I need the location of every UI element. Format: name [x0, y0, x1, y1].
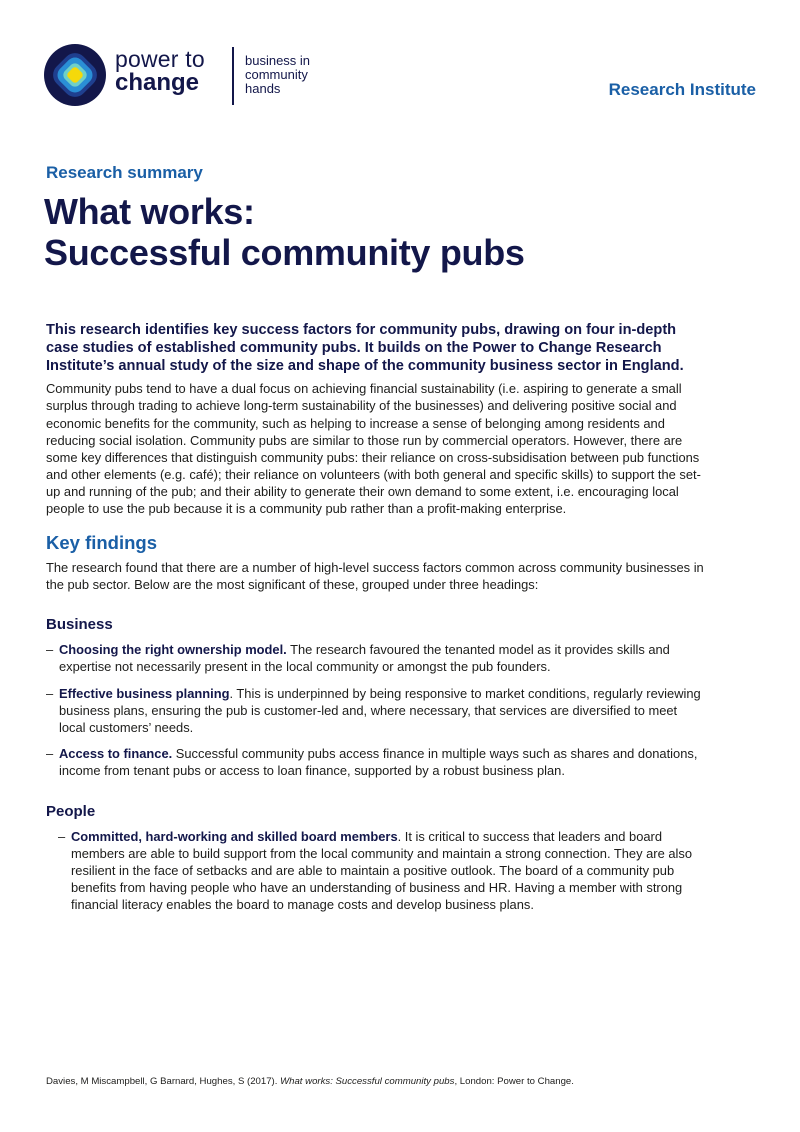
- key-findings-heading: Key findings: [46, 532, 158, 554]
- title-line-1: What works:: [44, 191, 255, 232]
- people-heading: People: [46, 802, 96, 820]
- citation-publisher: , London: Power to Change.: [454, 1076, 574, 1087]
- power-to-change-logo-icon: [44, 44, 106, 106]
- list-item-text: The research favoured the tenanted model as it provides skills and expertise not necessarily present in the local community or amongst the pub founders.: [59, 642, 670, 675]
- list-item-text: . It is critical to success that leaders and board members are able to build support from the local community and maintain a strong connection. They are also resilient in the face of setbacks and are able to maintain a positive outlook. The board of a community pub benefits from having people who have an understanding of business and HR. Having a member with strong financial literacy enables the board to manage costs and develop business plans.: [71, 828, 692, 913]
- dash-bullet: –: [46, 745, 54, 761]
- dash-bullet: –: [46, 642, 54, 658]
- brand-line-2: change: [115, 69, 200, 96]
- tagline-line: hands: [245, 81, 281, 96]
- brand-tagline: [245, 54, 310, 96]
- brand-wordmark: [115, 48, 205, 95]
- list-item-bold: Committed, hard-working and skilled board members: [71, 828, 398, 844]
- citation-authors: Davies, M Miscampbell, G Barnard, Hughes, S (2017).: [46, 1076, 281, 1087]
- list-item-text: Successful community pubs access finance in multiple ways such as shares and donations, income from tenant pubs or access to loan finance, supported by a robust business plan.: [59, 745, 698, 778]
- dash-bullet: –: [58, 828, 66, 844]
- title-line-2: Successful community pubs: [44, 232, 525, 273]
- tagline-line: business in: [245, 53, 311, 68]
- list-item-bold: Effective business planning: [59, 685, 230, 701]
- intro-paragraph: This research identifies key success factors for community pubs, drawing on four in-depth case studies of established community pubs. It builds on the Power to Change Research Institute’s annual study of the size and shape of the community business sector in England.: [46, 322, 684, 374]
- document-title: [44, 191, 525, 273]
- key-findings-lead: The research found that there are a number of high-level success factors common across community businesses in the pub sector. Below are the most significant of these, grouped under three headings:: [46, 560, 704, 593]
- header-divider: [232, 47, 234, 105]
- list-item: [58, 828, 706, 913]
- dash-bullet: –: [46, 685, 54, 701]
- body-paragraph: Community pubs tend to have a dual focus on achieving financial sustainability (i.e. aspiring to generate a small surplus through trading to achieve long-term sustainability of the businesses) and delivering positive social and economic benefits for the community, such as helping to increase a sense of belonging among residents and reducing social isolation. Community pubs are similar to those run by commercial operators. However, there are some key differences that distinguish community pubs: their reliance on cross-subsidisation between pub functions and other elements (e.g. café); their reliance on volunteers (with both general and specific skills) to support the set-up and running of the pub; and their ability to generate their own demand to some extent, i.e. encouraging local people to use the pub because it is a community pub rather than a profit-making enterprise.: [46, 381, 701, 517]
- list-item-text: . This is underpinned by being responsive to market conditions, regularly reviewing business plans, ensuring the pub is customer-led and, where necessary, that services are diversified to meet local customers’ needs.: [59, 685, 701, 735]
- list-item-bold: Access to finance.: [59, 745, 173, 761]
- list-item-bold: Choosing the right ownership model.: [59, 642, 287, 658]
- list-item: [46, 685, 706, 736]
- brand-line-1: power to: [115, 46, 205, 72]
- citation-title: What works: Successful community pubs: [280, 1076, 455, 1087]
- business-heading: Business: [46, 616, 113, 634]
- tagline-line: community: [245, 67, 308, 82]
- document-body: [46, 322, 706, 922]
- document-kicker: Research summary: [46, 163, 203, 182]
- list-item: [46, 641, 706, 675]
- business-list: [46, 641, 706, 779]
- people-list: [46, 828, 706, 913]
- citation-footer: [46, 1076, 574, 1087]
- research-institute-label: Research Institute: [608, 80, 756, 99]
- list-item: [46, 745, 706, 779]
